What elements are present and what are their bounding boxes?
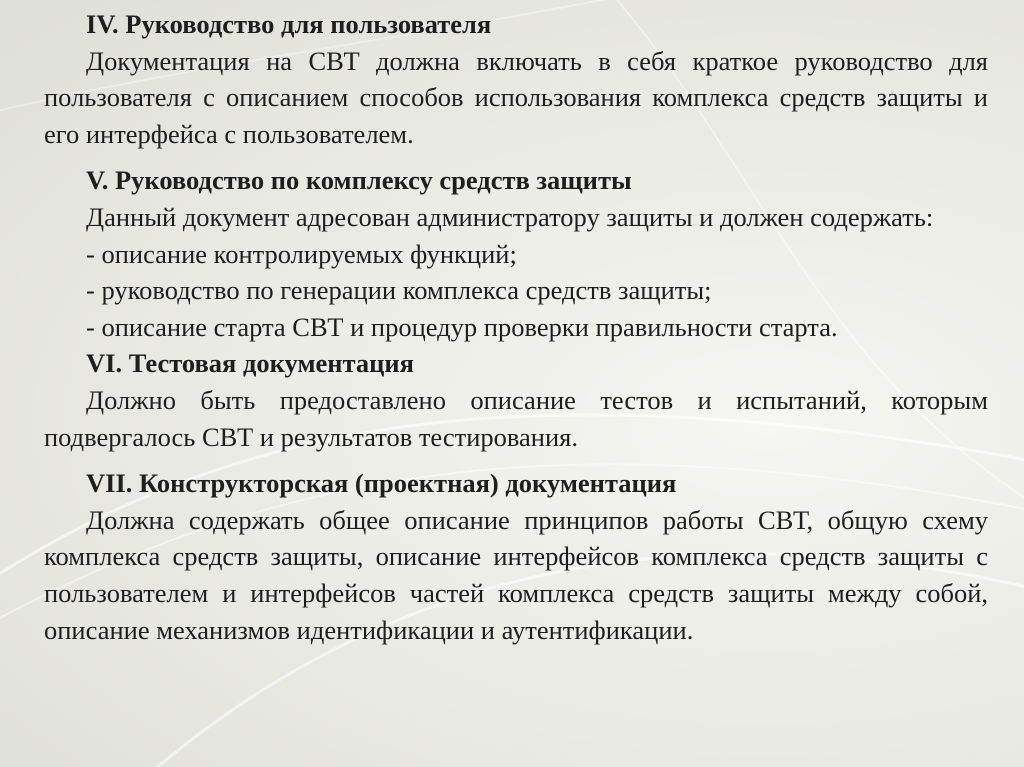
list-item: - руководство по генерации комплекса средств защиты; bbox=[86, 275, 712, 306]
section-heading-vii: VII. Конструкторская (проектная) документация bbox=[86, 468, 677, 499]
list-item: - описание контролируемых функций; bbox=[86, 238, 517, 269]
section-heading-v: V. Руководство по комплексу средств защиты bbox=[86, 165, 632, 196]
section-paragraph-iv: Документация на СВТ должна включать в себя краткое руководство для пользователя с описанием способов использования комплекса средств защиты и его интерфейса с пользователем. bbox=[44, 45, 988, 149]
section-paragraph-vi: Должно быть предоставлено описание тестов и испытаний, которым подвергалось СВТ и результатов тестирования. bbox=[44, 384, 988, 452]
slide-content bbox=[44, 6, 988, 648]
section-heading-iv: IV. Руководство для пользователя bbox=[86, 9, 492, 39]
section-paragraph-v: Данный документ адресован администратору защиты и должен содержать: bbox=[86, 201, 934, 232]
list-item: - описание старта СВТ и процедур проверки правильности старта. bbox=[86, 311, 838, 342]
section-heading-vi: VI. Тестовая документация bbox=[86, 348, 414, 379]
section-paragraph-vii: Должна содержать общее описание принципов работы СВТ, общую схему комплекса средств защиты, описание интерфейсов комплекса средств защиты с пользователем и интерфейсов частей комплекса средств защиты между собой, описание механизмов идентификации и аутентификации. bbox=[44, 504, 988, 645]
